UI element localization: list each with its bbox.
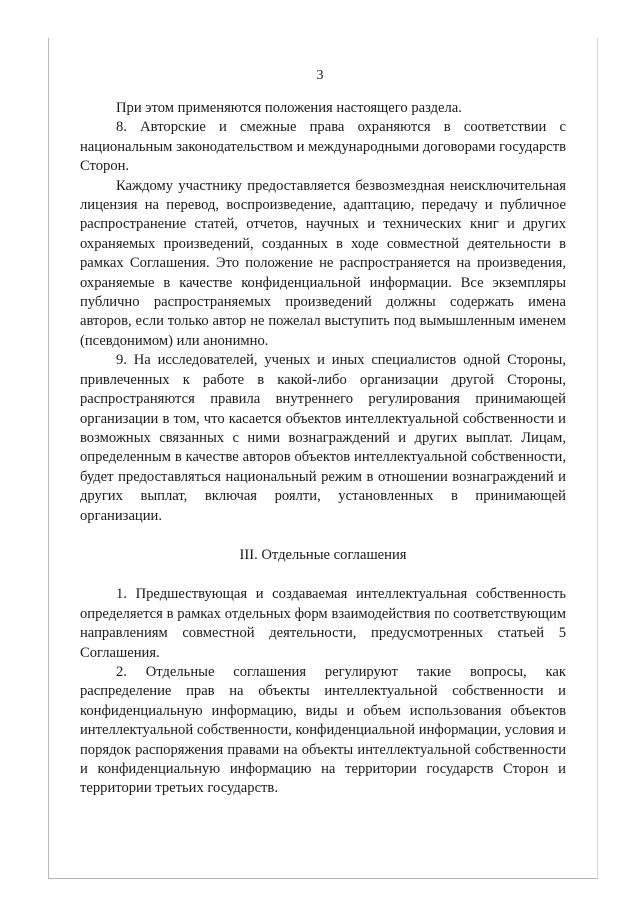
paragraph-license: Каждому участнику предоставляется безвозмездная неисключительная лицензия на перевод, воспроизведение, адаптацию, передачу и публичное распространение статей, отчетов, научных и технических книг и других охраняемых произведений, созданных в ходе совместной деятельности в рамках Соглашения. Это положение не распространяется на произведения, охраняемые в качестве конфиденциальной информации. Все экземпляры публично распространяемых произведений должны содержать имена авторов, если только автор не пожелал выступить под вымышленным именем (псевдонимом) или анонимно. [80,177,566,349]
paragraph-item-9: 9. На исследователей, ученых и иных специалистов одной Стороны, привлеченных к работе в какой-либо организации другой Стороны, распространяются правила внутреннего регулирования принимающей организации в том, что касается объектов интеллектуальной собственности и возможных связанных с ними вознаграждений и других выплат. Лицам, определенным в качестве авторов объектов интеллектуальной собственности, будет предоставляться национальный режим в отношении вознаграждений и других выплат, включая роялти, установленных в принимающей организации. [80,352,566,524]
section-heading: III. Отдельные соглашения [239,546,407,563]
document-body [80,99,566,799]
paragraph-section3-item-1: 1. Предшествующая и создаваемая интеллектуальная собственность определяется в рамках отдельных форм взаимодействия по соответствующим направлениям совместной деятельности, предусмотренных статьей 5 Соглашения. [80,586,566,661]
page-number: 3 [316,68,324,83]
paragraph-item-8: 8. Авторские и смежные права охраняются в соответствии с национальным законодательством и международными договорами государств Сторон. [80,119,566,175]
paragraph-section-ref: При этом применяются положения настоящего раздела. [116,100,462,116]
paragraph-section3-item-2: 2. Отдельные соглашения регулируют такие вопросы, как распределение прав на объекты интеллектуальной собственности и конфиденциальную информацию, виды и объем использования объектов интеллектуальной собственности, конфиденциальной информации, условия и порядок распоряжения правами на объекты интеллектуальной собственности и конфиденциальную информацию на территории государств Сторон и территории третьих государств. [80,663,566,797]
